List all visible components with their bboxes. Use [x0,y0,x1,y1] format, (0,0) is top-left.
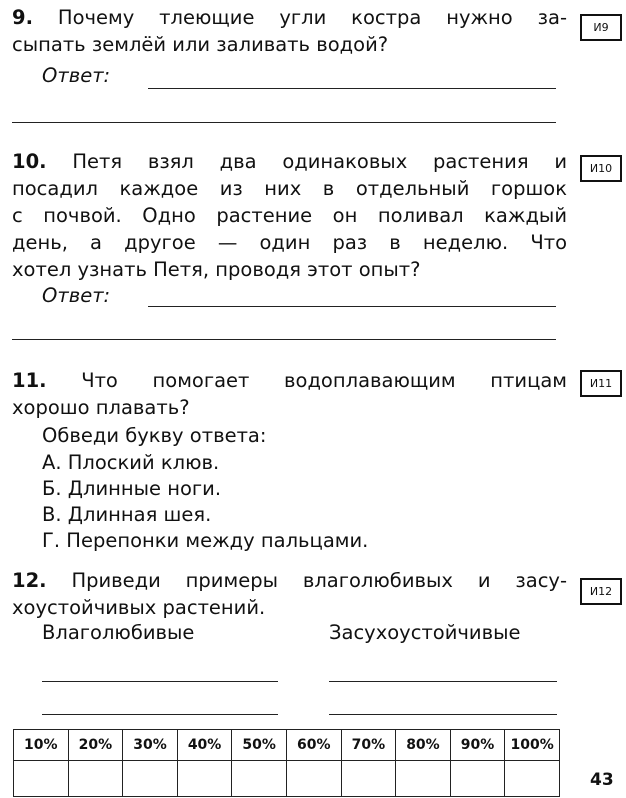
percent-cell: 40% [177,730,232,761]
question-number: 11. [12,369,47,392]
question-text: Приведи примеры влаголюбивых и засу- [71,569,567,592]
answer-line[interactable] [329,681,557,682]
percent-cell: 80% [396,730,451,761]
answer-line[interactable] [148,88,556,89]
option-c[interactable]: В. Длинная шея. [42,503,212,526]
mark-cell[interactable] [286,761,341,797]
percent-cell: 20% [68,730,123,761]
question-number: 9. [12,6,33,29]
answer-line[interactable] [148,306,556,307]
question-text: Что помогает водоплавающим птицам [81,369,567,392]
question-text: Петя взял два одинаковых растения и [72,150,567,173]
percent-cell: 30% [123,730,178,761]
mark-cell[interactable] [123,761,178,797]
question-number: 10. [12,150,47,173]
question-10 [12,148,567,283]
answer-label: Ответ: [42,284,111,307]
column-heading-hygrophilous: Влаголюбивые [42,621,195,644]
question-text: день, а другое — один раз в неделю. Что [12,231,567,254]
mark-cell[interactable] [68,761,123,797]
percent-cell: 50% [232,730,287,761]
code-box-i11: И11 [580,370,622,397]
question-number: 12. [12,569,47,592]
question-text: сыпать землёй или заливать водой? [12,33,389,56]
answer-line[interactable] [12,339,556,340]
question-12 [12,567,567,621]
answer-line[interactable] [42,714,278,715]
question-text: с почвой. Одно растение он поливал каждый [12,204,567,227]
mark-cell[interactable] [341,761,396,797]
answer-line[interactable] [42,681,278,682]
percent-cell: 10% [14,730,69,761]
mark-cell[interactable] [450,761,505,797]
percent-table [13,729,560,797]
code-box-i12: И12 [580,578,622,605]
question-9 [12,4,567,58]
mark-cell[interactable] [177,761,232,797]
mark-cell[interactable] [396,761,451,797]
answer-label: Ответ: [42,64,111,87]
question-text: Почему тлеющие угли костра нужно за- [57,6,568,29]
percent-row [14,730,560,761]
percent-cell: 100% [505,730,560,761]
percent-cell: 60% [286,730,341,761]
option-a[interactable]: А. Плоский клюв. [42,451,220,474]
page-number: 43 [590,770,614,790]
code-box-i10: И10 [580,155,622,182]
mark-cell[interactable] [505,761,560,797]
percent-cell: 90% [450,730,505,761]
answer-line[interactable] [329,714,557,715]
question-text: хорошо плавать? [12,396,190,419]
answer-line[interactable] [12,122,556,123]
mark-cell[interactable] [14,761,69,797]
column-heading-drought-resistant: Засухоустойчивые [329,621,521,644]
mark-row [14,761,560,797]
code-box-i9: И9 [580,14,622,41]
question-text: хотел узнать Петя, проводя этот опыт? [12,258,421,281]
question-11 [12,367,567,421]
option-d[interactable]: Г. Перепонки между пальцами. [42,529,369,552]
mark-cell[interactable] [232,761,287,797]
question-text: хоустойчивых растений. [12,596,266,619]
question-text: посадил каждое из них в отдельный горшок [12,177,567,200]
percent-cell: 70% [341,730,396,761]
answer-instruction: Обведи букву ответа: [42,424,267,447]
option-b[interactable]: Б. Длинные ноги. [42,477,222,500]
